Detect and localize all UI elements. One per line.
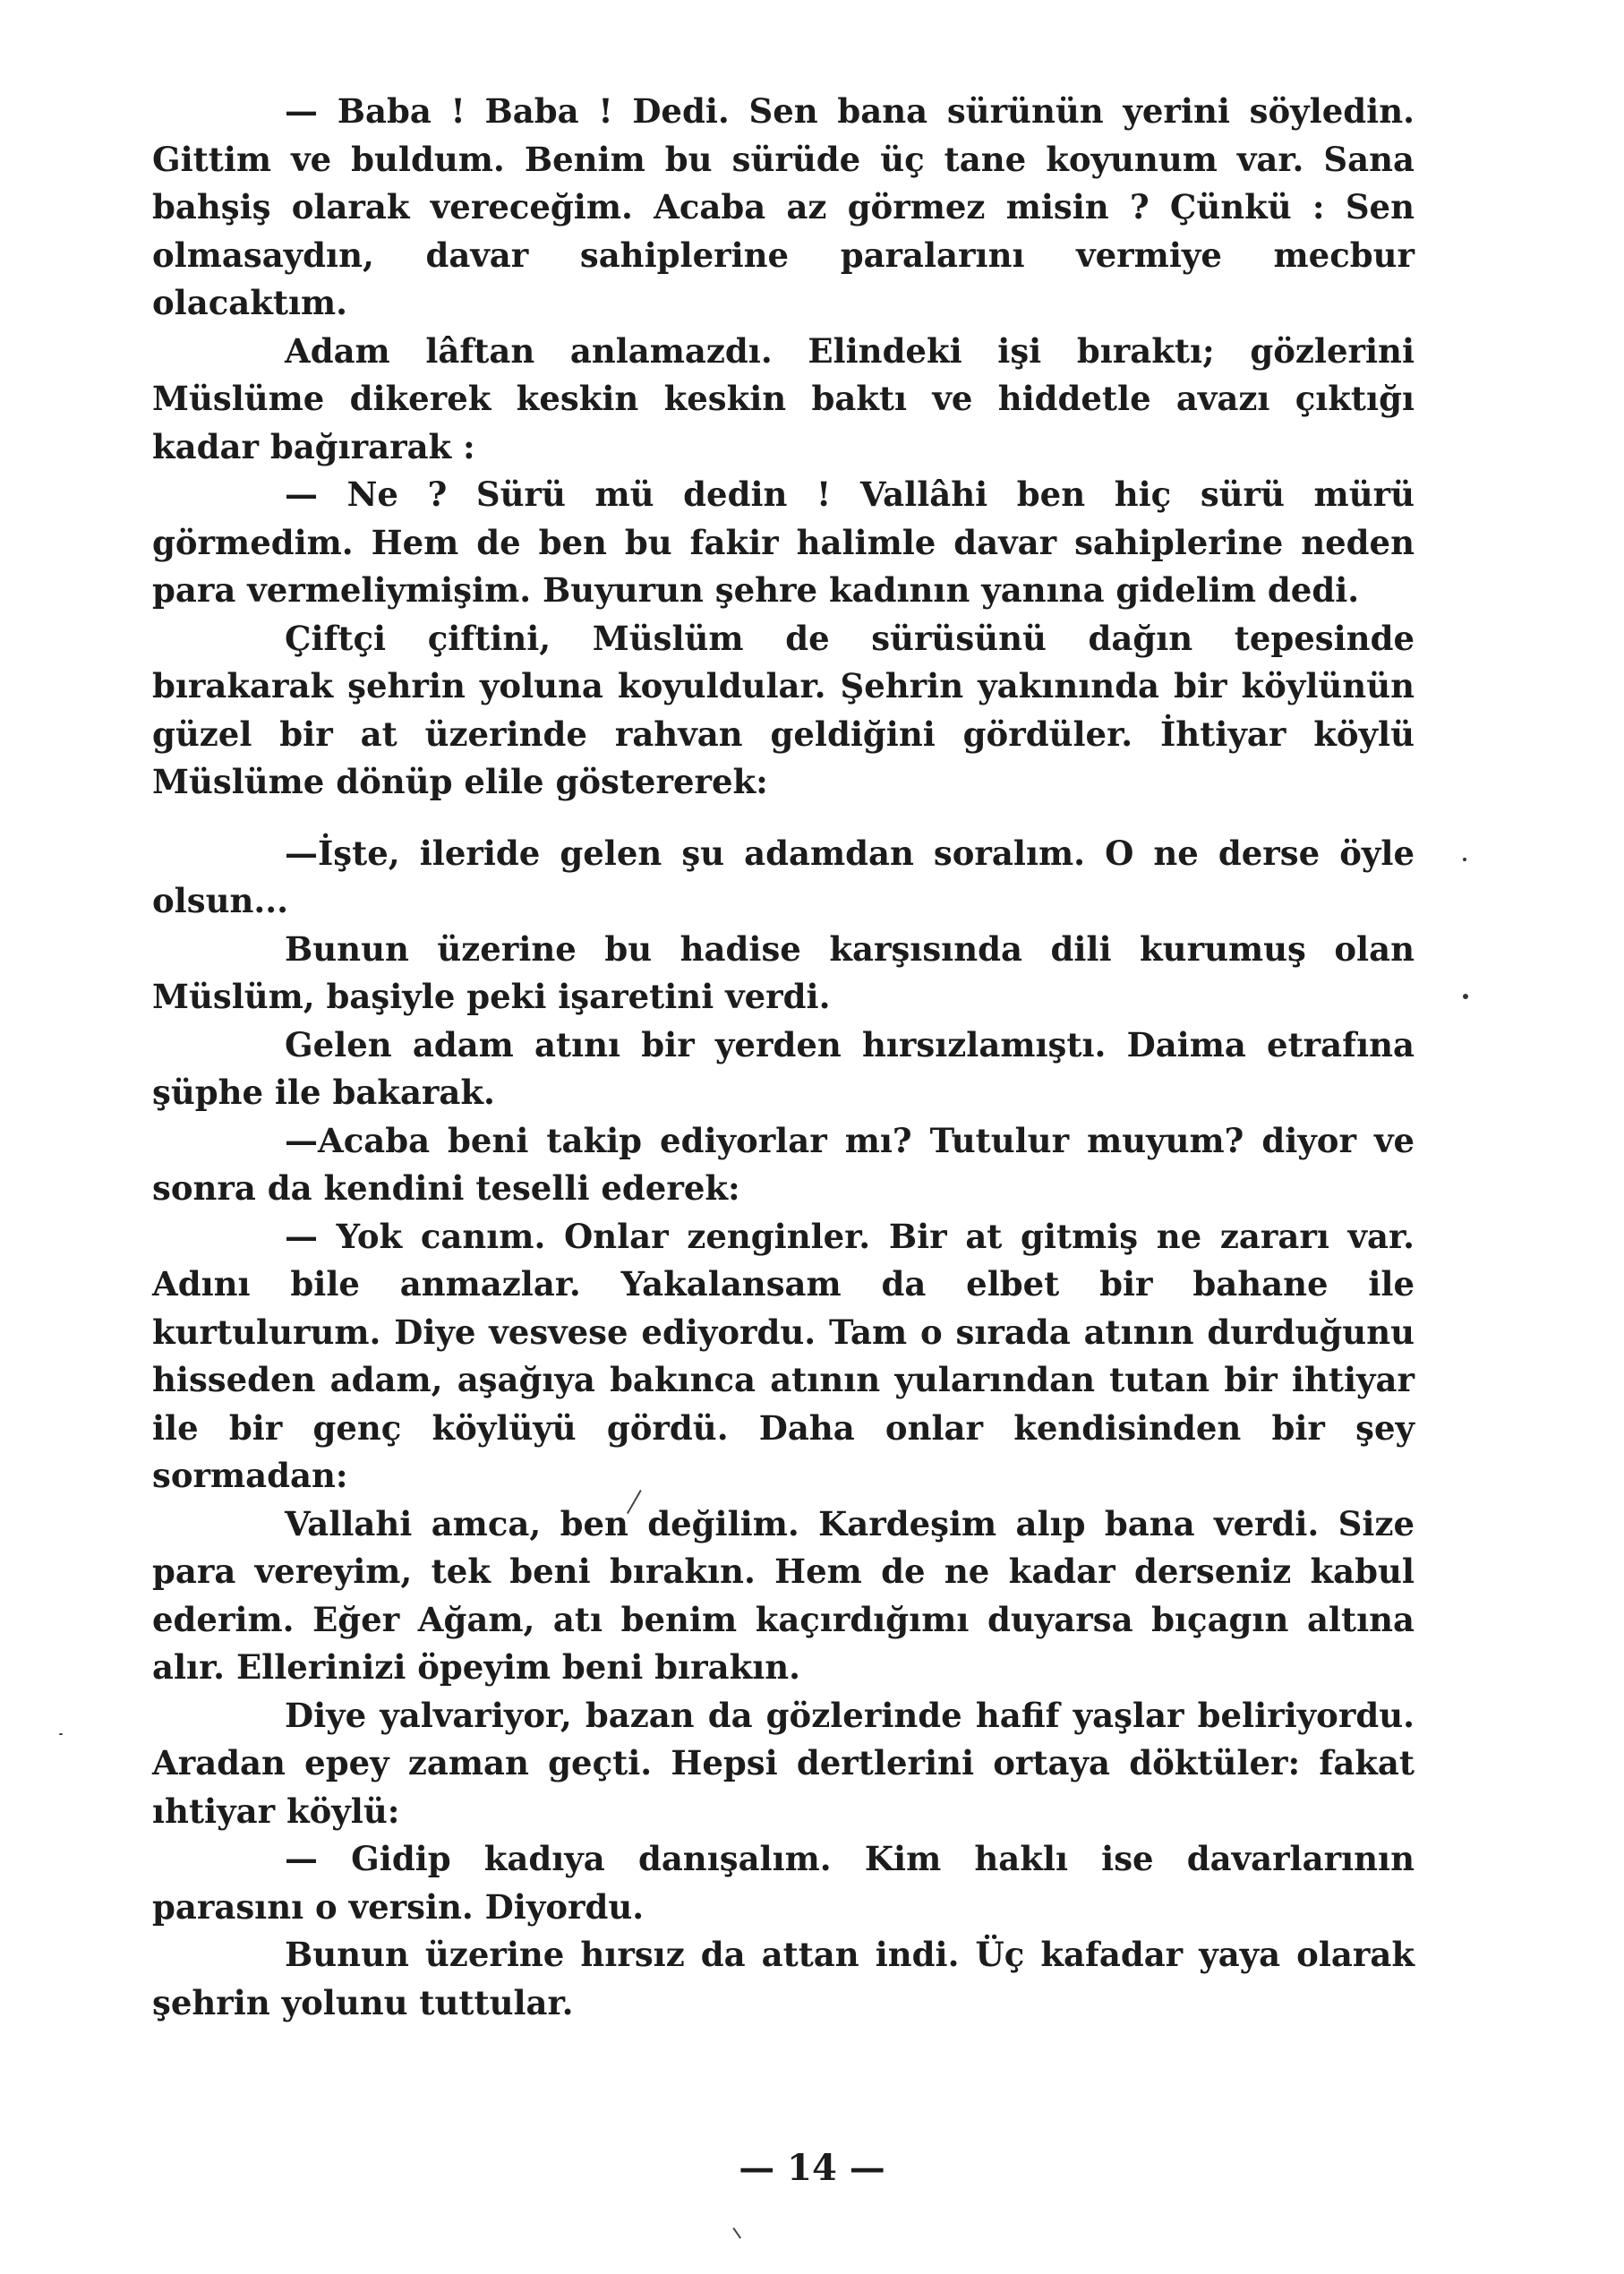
scan-speck — [1463, 994, 1468, 999]
page-body-text — [152, 88, 1415, 2027]
paragraph: — Yok canım. Onlar zenginler. Bir at gitmiş ne zararı var. Adını bile anmazlar. Yakalansam da elbet bir bahane ile kurtulurum. Diye vesvese ediyordu. Tam o sırada atının durduğunu hisseden adam, aşağıya bakınca atının yularından tutan bir ihtiyar ile bir genç köylüyü gördü. Daha onlar kendisinden bir şey sormadan: — [152, 1216, 1415, 1495]
paragraph: —İşte, ileride gelen şu adamdan soralım. O ne derse öyle olsun... — [152, 833, 1415, 920]
paragraph: Çiftçi çiftini, Müslüm de sürüsünü dağın tepesinde bırakarak şehrin yoluna koyuldular. Şehrin yakınında bir köylünün güzel bir at üzerinde rahvan geldiğini gördüler. İhtiyar köylü Müslüme dönüp elile göstererek: — [152, 618, 1415, 801]
paragraph: Bunun üzerine hırsız da attan indi. Üç kafadar yaya olarak şehrin yolunu tuttular. — [152, 1935, 1415, 2022]
paragraph: Diye yalvariyor, bazan da gözlerinde hafif yaşlar beliriyordu. Aradan epey zaman geçti. Hepsi dertlerini ortaya döktüler: fakat ıhtiyar köylü: — [152, 1695, 1415, 1831]
scan-speck — [1463, 858, 1466, 861]
paragraph: Adam lâftan anlamazdı. Elindeki işi bıraktı; gözlerini Müslüme dikerek keskin keskin baktı ve hiddetle avazı çıktığı kadar bağırarak : — [152, 330, 1415, 466]
paragraph: Vallahi amca, ben değilim. Kardeşim alıp bana verdi. Size para vereyim, tek beni bırakın. Hem de ne kadar derseniz kabul ederim. Eğer Ağam, atı benim kaçırdığımı duyarsa bıçagın altına alır. Ellerinizi öpeyim beni bırakın. — [152, 1503, 1415, 1687]
page-number: — 14 — — [739, 2147, 885, 2189]
paragraph: Bunun üzerine bu hadise karşısında dili kurumuş olan Müslüm, başiyle peki işaretini verdi. — [152, 928, 1415, 1016]
scan-speck — [59, 1733, 63, 1735]
paragraph: — Ne ? Sürü mü dedin ! Vallâhi ben hiç sürü mürü görmedim. Hem de ben bu fakir halimle davar sahiplerine neden para vermeliymişim. Buyurun şehre kadının yanına gidelim dedi. — [152, 474, 1415, 610]
scan-mark — [732, 2227, 741, 2239]
paragraph: — Gidip kadıya danışalım. Kim haklı ise davarlarının parasını o versin. Diyordu. — [152, 1839, 1415, 1927]
paragraph: — Baba ! Baba ! Dedi. Sen bana sürünün yerini söyledin. Gittim ve buldum. Benim bu sürüde üç tane koyunum var. Sana bahşiş olarak vereceğim. Acaba az görmez misin ? Çünkü : Sen olmasaydın, davar sahiplerine paralarını vermiye mecbur olacaktım. — [152, 91, 1415, 322]
paragraph: Gelen adam atını bir yerden hırsızlamıştı. Daima etrafına şüphe ile bakarak. — [152, 1024, 1415, 1112]
paragraph: —Acaba beni takip ediyorlar mı? Tutulur muyum? diyor ve sonra da kendini teselli ederek: — [152, 1120, 1415, 1208]
